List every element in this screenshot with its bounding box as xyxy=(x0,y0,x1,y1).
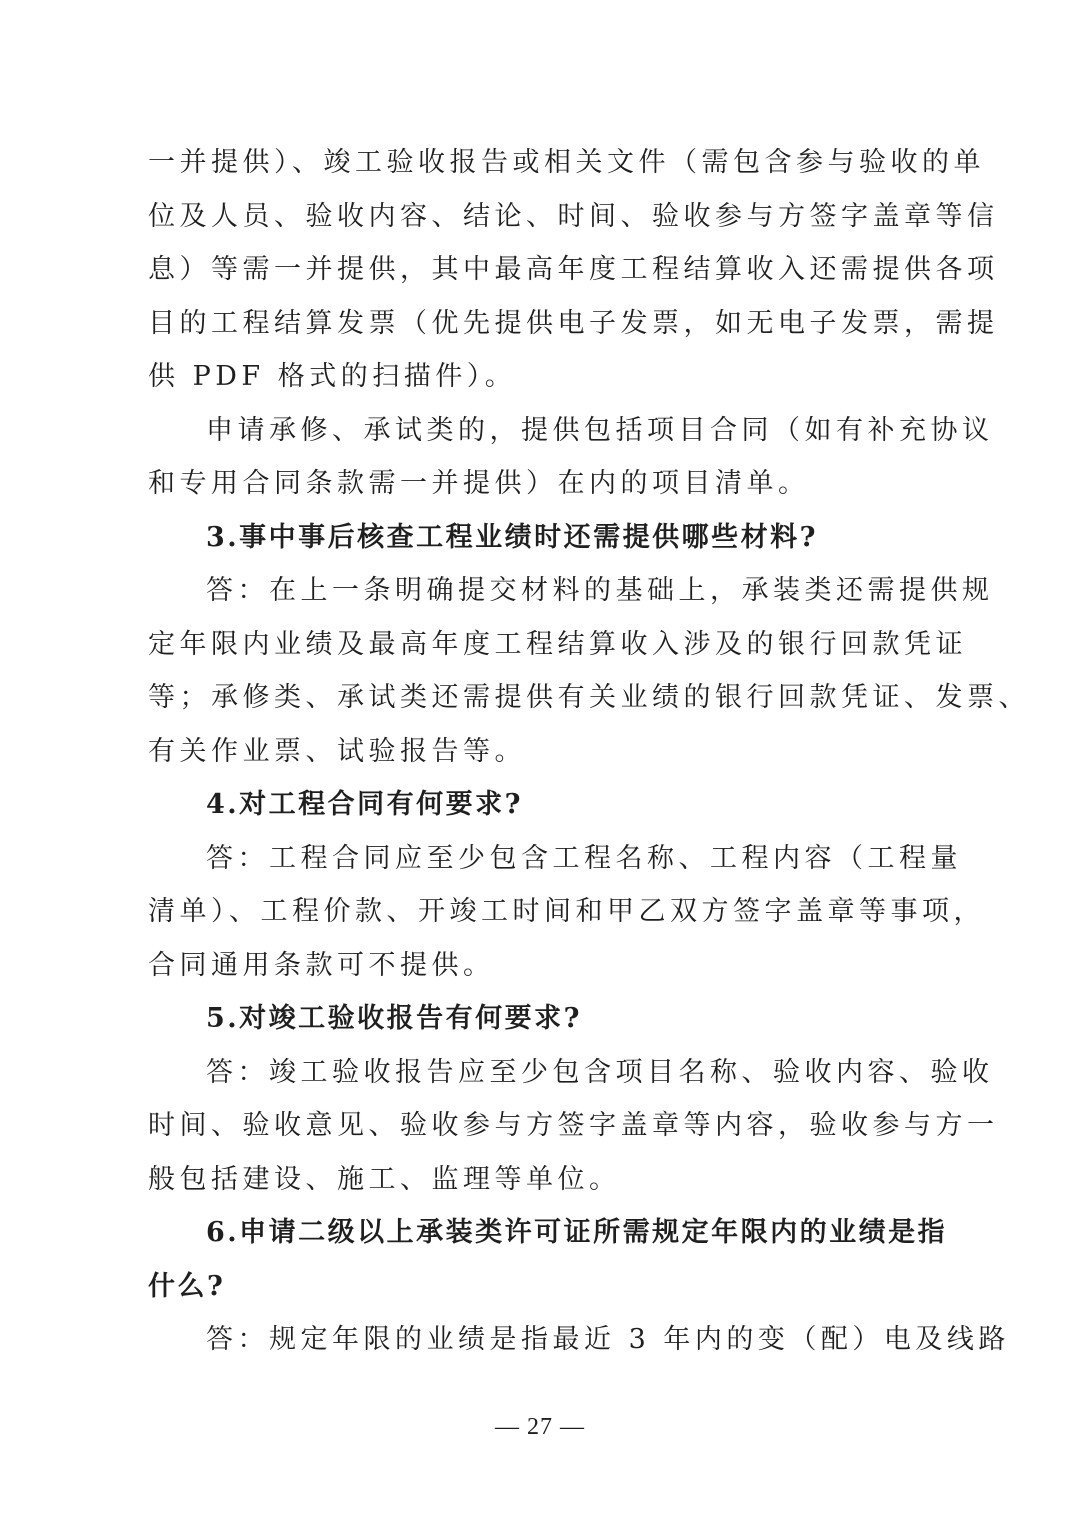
body-line: 时间、验收意见、验收参与方签字盖章等内容，验收参与方一 xyxy=(148,1110,999,1141)
body-line: 合同通用条款可不提供。 xyxy=(148,949,495,981)
body-line: 清单）、工程价款、开竣工时间和甲乙双方签字盖章等事项， xyxy=(148,896,985,927)
answer-start-line: 答：竣工验收报告应至少包含项目名称、验收内容、验收 xyxy=(206,1056,994,1088)
body-line: 一并提供）、竣工验收报告或相关文件（需包含参与验收的单 xyxy=(148,147,985,178)
answer-start-line: 答：在上一条明确提交材料的基础上，承装类还需提供规 xyxy=(206,575,994,606)
document-body xyxy=(148,136,1030,1367)
body-line: 息）等需一并提供，其中最高年度工程结算收入还需提供各项 xyxy=(148,254,999,285)
question-heading-6: 6.申请二级以上承装类许可证所需规定年限内的业绩是指 xyxy=(206,1217,948,1248)
question-heading-6-continued: 什么? xyxy=(148,1270,226,1302)
body-line: 供 PDF 格式的扫描件）。 xyxy=(148,361,517,392)
question-heading-3: 3.事中事后核查工程业绩时还需提供哪些材料? xyxy=(206,521,819,553)
answer-start-line: 答：规定年限的业绩是指最近 3 年内的变（配）电及线路 xyxy=(206,1324,1010,1355)
body-line: 等；承修类、承试类还需提供有关业绩的银行回款凭证、发票、 xyxy=(148,682,1030,713)
body-line: 和专用合同条款需一并提供）在内的项目清单。 xyxy=(148,468,810,499)
body-line: 般包括建设、施工、监理等单位。 xyxy=(148,1163,621,1195)
question-heading-4: 4.对工程合同有何要求? xyxy=(206,789,524,820)
body-line: 有关作业票、试验报告等。 xyxy=(148,735,526,767)
body-line: 目的工程结算发票（优先提供电子发票，如无电子发票，需提 xyxy=(148,307,999,339)
body-line: 定年限内业绩及最高年度工程结算收入涉及的银行回款凭证 xyxy=(148,628,967,660)
answer-start-line: 答：工程合同应至少包含工程名称、工程内容（工程量 xyxy=(206,842,962,874)
paragraph-start-line: 申请承修、承试类的，提供包括项目合同（如有补充协议 xyxy=(206,414,994,446)
page-number: — 27 — xyxy=(495,1414,585,1440)
body-line: 位及人员、验收内容、结论、时间、验收参与方签字盖章等信 xyxy=(148,200,999,232)
question-heading-5: 5.对竣工验收报告有何要求? xyxy=(206,1003,583,1034)
